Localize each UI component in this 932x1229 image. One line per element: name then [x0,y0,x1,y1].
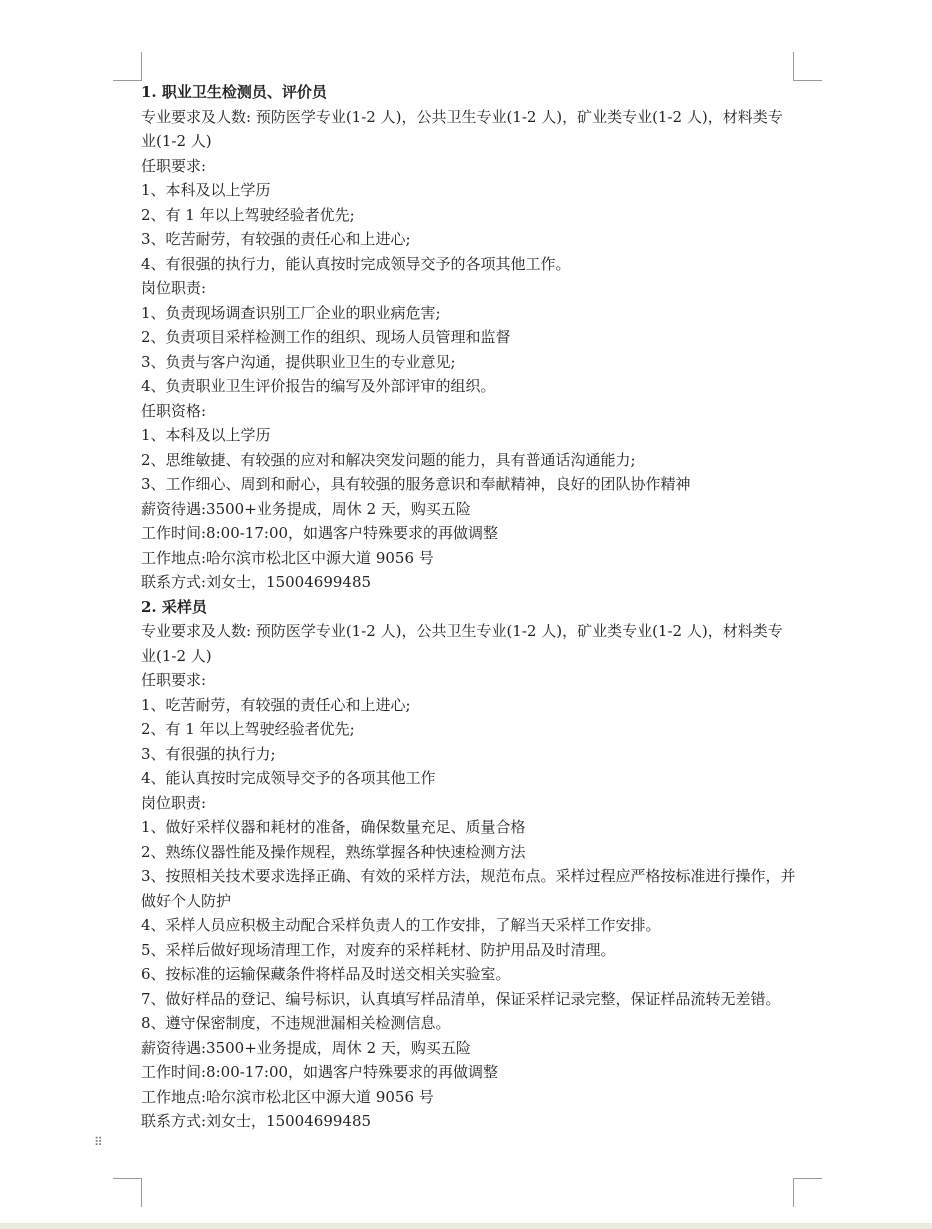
working-hours: 工作时间:8:00-17:00，如遇客户特殊要求的再做调整 [141,1063,499,1081]
contact-info: 联系方式:刘女士，15004699485 [141,1112,372,1130]
requirements-label: 任职要求: [141,671,207,689]
margin-corner-top-left [113,52,142,81]
requirement-item: 4、有很强的执行力，能认真按时完成领导交予的各项其他工作。 [141,254,571,273]
requirement-item: 1、本科及以上学历 [141,181,271,199]
work-location: 工作地点:哈尔滨市松北区中源大道 9056 号 [141,548,434,567]
requirements-label: 任职要求: [141,156,207,175]
duties-label: 岗位职责: [141,279,207,297]
major-requirements: 专业要求及人数: 预防医学专业(1-2 人)，公共卫生专业(1-2 人)，矿业类专业(1-2 人)，材料类专业(1-2 人) [141,622,783,665]
requirement-item: 3、有很强的执行力; [141,744,276,763]
duty-item: 3、负责与客户沟通，提供职业卫生的专业意见; [141,352,456,371]
duty-item: 4、负责职业卫生评价报告的编写及外部评审的组织。 [141,377,496,395]
work-location: 工作地点:哈尔滨市松北区中源大道 9056 号 [141,1087,434,1106]
requirement-item: 2、有 1 年以上驾驶经验者优先; [141,720,355,738]
requirement-item: 4、能认真按时完成领导交予的各项其他工作 [141,769,436,787]
salary-info: 薪资待遇:3500+业务提成，周休 2 天，购买五险 [141,499,471,518]
requirement-item: 3、吃苦耐劳，有较强的责任心和上进心; [141,230,411,248]
duty-item: 8、遵守保密制度，不违规泄漏相关检测信息。 [141,1014,451,1032]
drag-handle-icon[interactable]: ⠿ [94,1135,103,1149]
margin-corner-bottom-left [113,1178,142,1207]
qualifications-label: 任职资格: [141,401,207,420]
duty-item: 3、按照相关技术要求选择正确、有效的采样方法，规范布点。采样过程应严格按标准进行操作，并做好个人防护 [141,867,796,910]
qualification-item: 2、思维敏捷、有较强的应对和解决突发问题的能力，具有普通话沟通能力; [141,450,636,469]
contact-info: 联系方式:刘女士，15004699485 [141,573,372,591]
requirement-item: 2、有 1 年以上驾驶经验者优先; [141,205,355,224]
duty-item: 2、负责项目采样检测工作的组织、现场人员管理和监督 [141,328,511,346]
duty-item: 5、采样后做好现场清理工作，对废弃的采样耗材、防护用品及时清理。 [141,940,616,959]
working-hours: 工作时间:8:00-17:00，如遇客户特殊要求的再做调整 [141,524,499,542]
status-strip [0,1223,932,1229]
duty-item: 2、熟练仪器性能及操作规程，熟练掌握各种快速检测方法 [141,842,526,861]
section-title: 2. 采样员 [141,597,207,616]
margin-corner-bottom-right [793,1178,822,1207]
duties-label: 岗位职责: [141,793,207,812]
qualification-item: 3、工作细心、周到和耐心，具有较强的服务意识和奉献精神，良好的团队协作精神 [141,475,691,493]
duty-item: 6、按标准的运输保藏条件将样品及时送交相关实验室。 [141,965,511,983]
qualification-item: 1、本科及以上学历 [141,426,271,444]
margin-corner-top-right [793,52,822,81]
requirement-item: 1、吃苦耐劳，有较强的责任心和上进心; [141,695,411,714]
section-title: 1. 职业卫生检测员、评价员 [141,83,327,101]
duty-item: 4、采样人员应积极主动配合采样负责人的工作安排，了解当天采样工作安排。 [141,916,661,934]
duty-item: 1、做好采样仪器和耗材的准备，确保数量充足、质量合格 [141,818,526,836]
salary-info: 薪资待遇:3500+业务提成，周休 2 天，购买五险 [141,1038,471,1057]
major-requirements: 专业要求及人数: 预防医学专业(1-2 人)，公共卫生专业(1-2 人)，矿业类专业(1-2 人)，材料类专业(1-2 人) [141,107,783,150]
duty-item: 7、做好样品的登记、编号标识，认真填写样品清单，保证采样记录完整，保证样品流转无差错。 [141,989,781,1008]
document-body[interactable] [141,80,796,1134]
duty-item: 1、负责现场调查识别工厂企业的职业病危害; [141,303,441,322]
